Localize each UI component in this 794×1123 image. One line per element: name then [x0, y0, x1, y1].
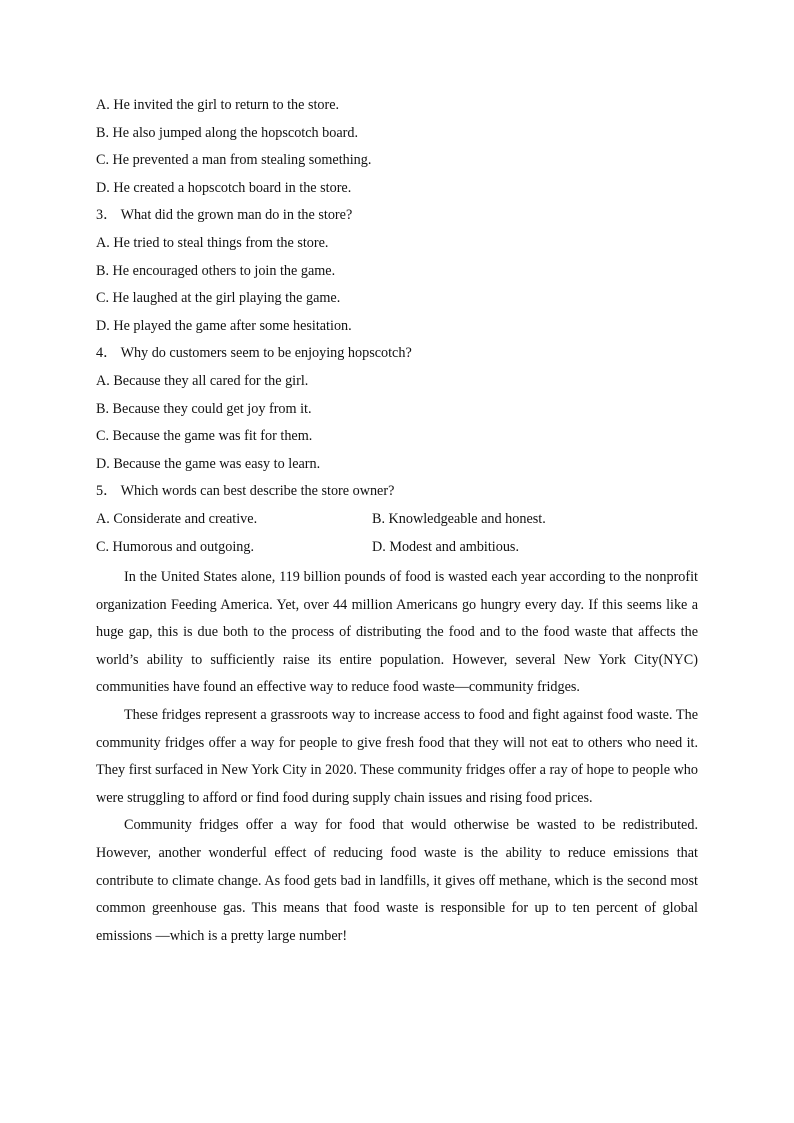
passage-paragraph-3: Community fridges offer a way for food that would otherwise be wasted to be redistributed. However, another wonderful effect of reducing food waste is the ability to reduce emissions that contribute to climate change. As food gets bad in landfills, it gives off methane, which is the second most common greenhouse gas. This means that food waste is responsible for up to ten percent of global emissions —which is a pretty large number!	[96, 817, 698, 944]
q3-option-a: A. He tried to steal things from the store.	[96, 234, 329, 251]
q2-option-d: D. He created a hopscotch board in the store.	[96, 179, 352, 196]
q5-options-row-2	[96, 537, 698, 565]
q2-option-c: C. He prevented a man from stealing something.	[96, 152, 372, 169]
q5-option-a: A. Considerate and creative.	[96, 510, 258, 527]
q5-option-c: C. Humorous and outgoing.	[96, 538, 255, 555]
q2-option-a: A. He invited the girl to return to the store.	[96, 97, 340, 113]
q5-options-row-1	[96, 509, 698, 537]
q3-question: 3． What did the grown man do in the store?	[96, 207, 353, 224]
q4-question: 4． Why do customers seem to be enjoying hopscotch?	[96, 345, 412, 362]
q2-option-b: B. He also jumped along the hopscotch board.	[96, 124, 359, 141]
q5-option-b: B. Knowledgeable and honest.	[372, 510, 546, 527]
q5-question: 5． Which words can best describe the store owner?	[96, 483, 395, 500]
q4-option-c: C. Because the game was fit for them.	[96, 428, 313, 445]
q3-option-c: C. He laughed at the girl playing the game.	[96, 290, 341, 307]
passage-paragraph-2: These fridges represent a grassroots way to increase access to food and fight against food waste. The community fridges offer a way for people to give fresh food that they will not eat to others who need it. They first surfaced in New York City in 2020. These community fridges offer a ray of hope to people who were struggling to afford or find food during supply chain issues and rising food prices.	[96, 707, 698, 806]
document-page	[96, 95, 698, 950]
passage-paragraph-1: In the United States alone, 119 billion pounds of food is wasted each year according to the nonprofit organization Feeding America. Yet, over 44 million Americans go hungry every day. If this seems like a huge gap, this is due both to the process of distributing the food and to the food waste that affects the world’s ability to sufficiently raise its entire population. However, several New York City(NYC) communities have found an effective way to reduce food waste—community fridges.	[96, 569, 698, 696]
q4-option-b: B. Because they could get joy from it.	[96, 400, 312, 417]
q3-option-d: D. He played the game after some hesitation.	[96, 317, 352, 334]
q3-option-b: B. He encouraged others to join the game.	[96, 262, 336, 279]
q4-option-d: D. Because the game was easy to learn.	[96, 455, 321, 472]
q5-option-d: D. Modest and ambitious.	[372, 538, 519, 555]
q4-option-a: A. Because they all cared for the girl.	[96, 372, 309, 389]
